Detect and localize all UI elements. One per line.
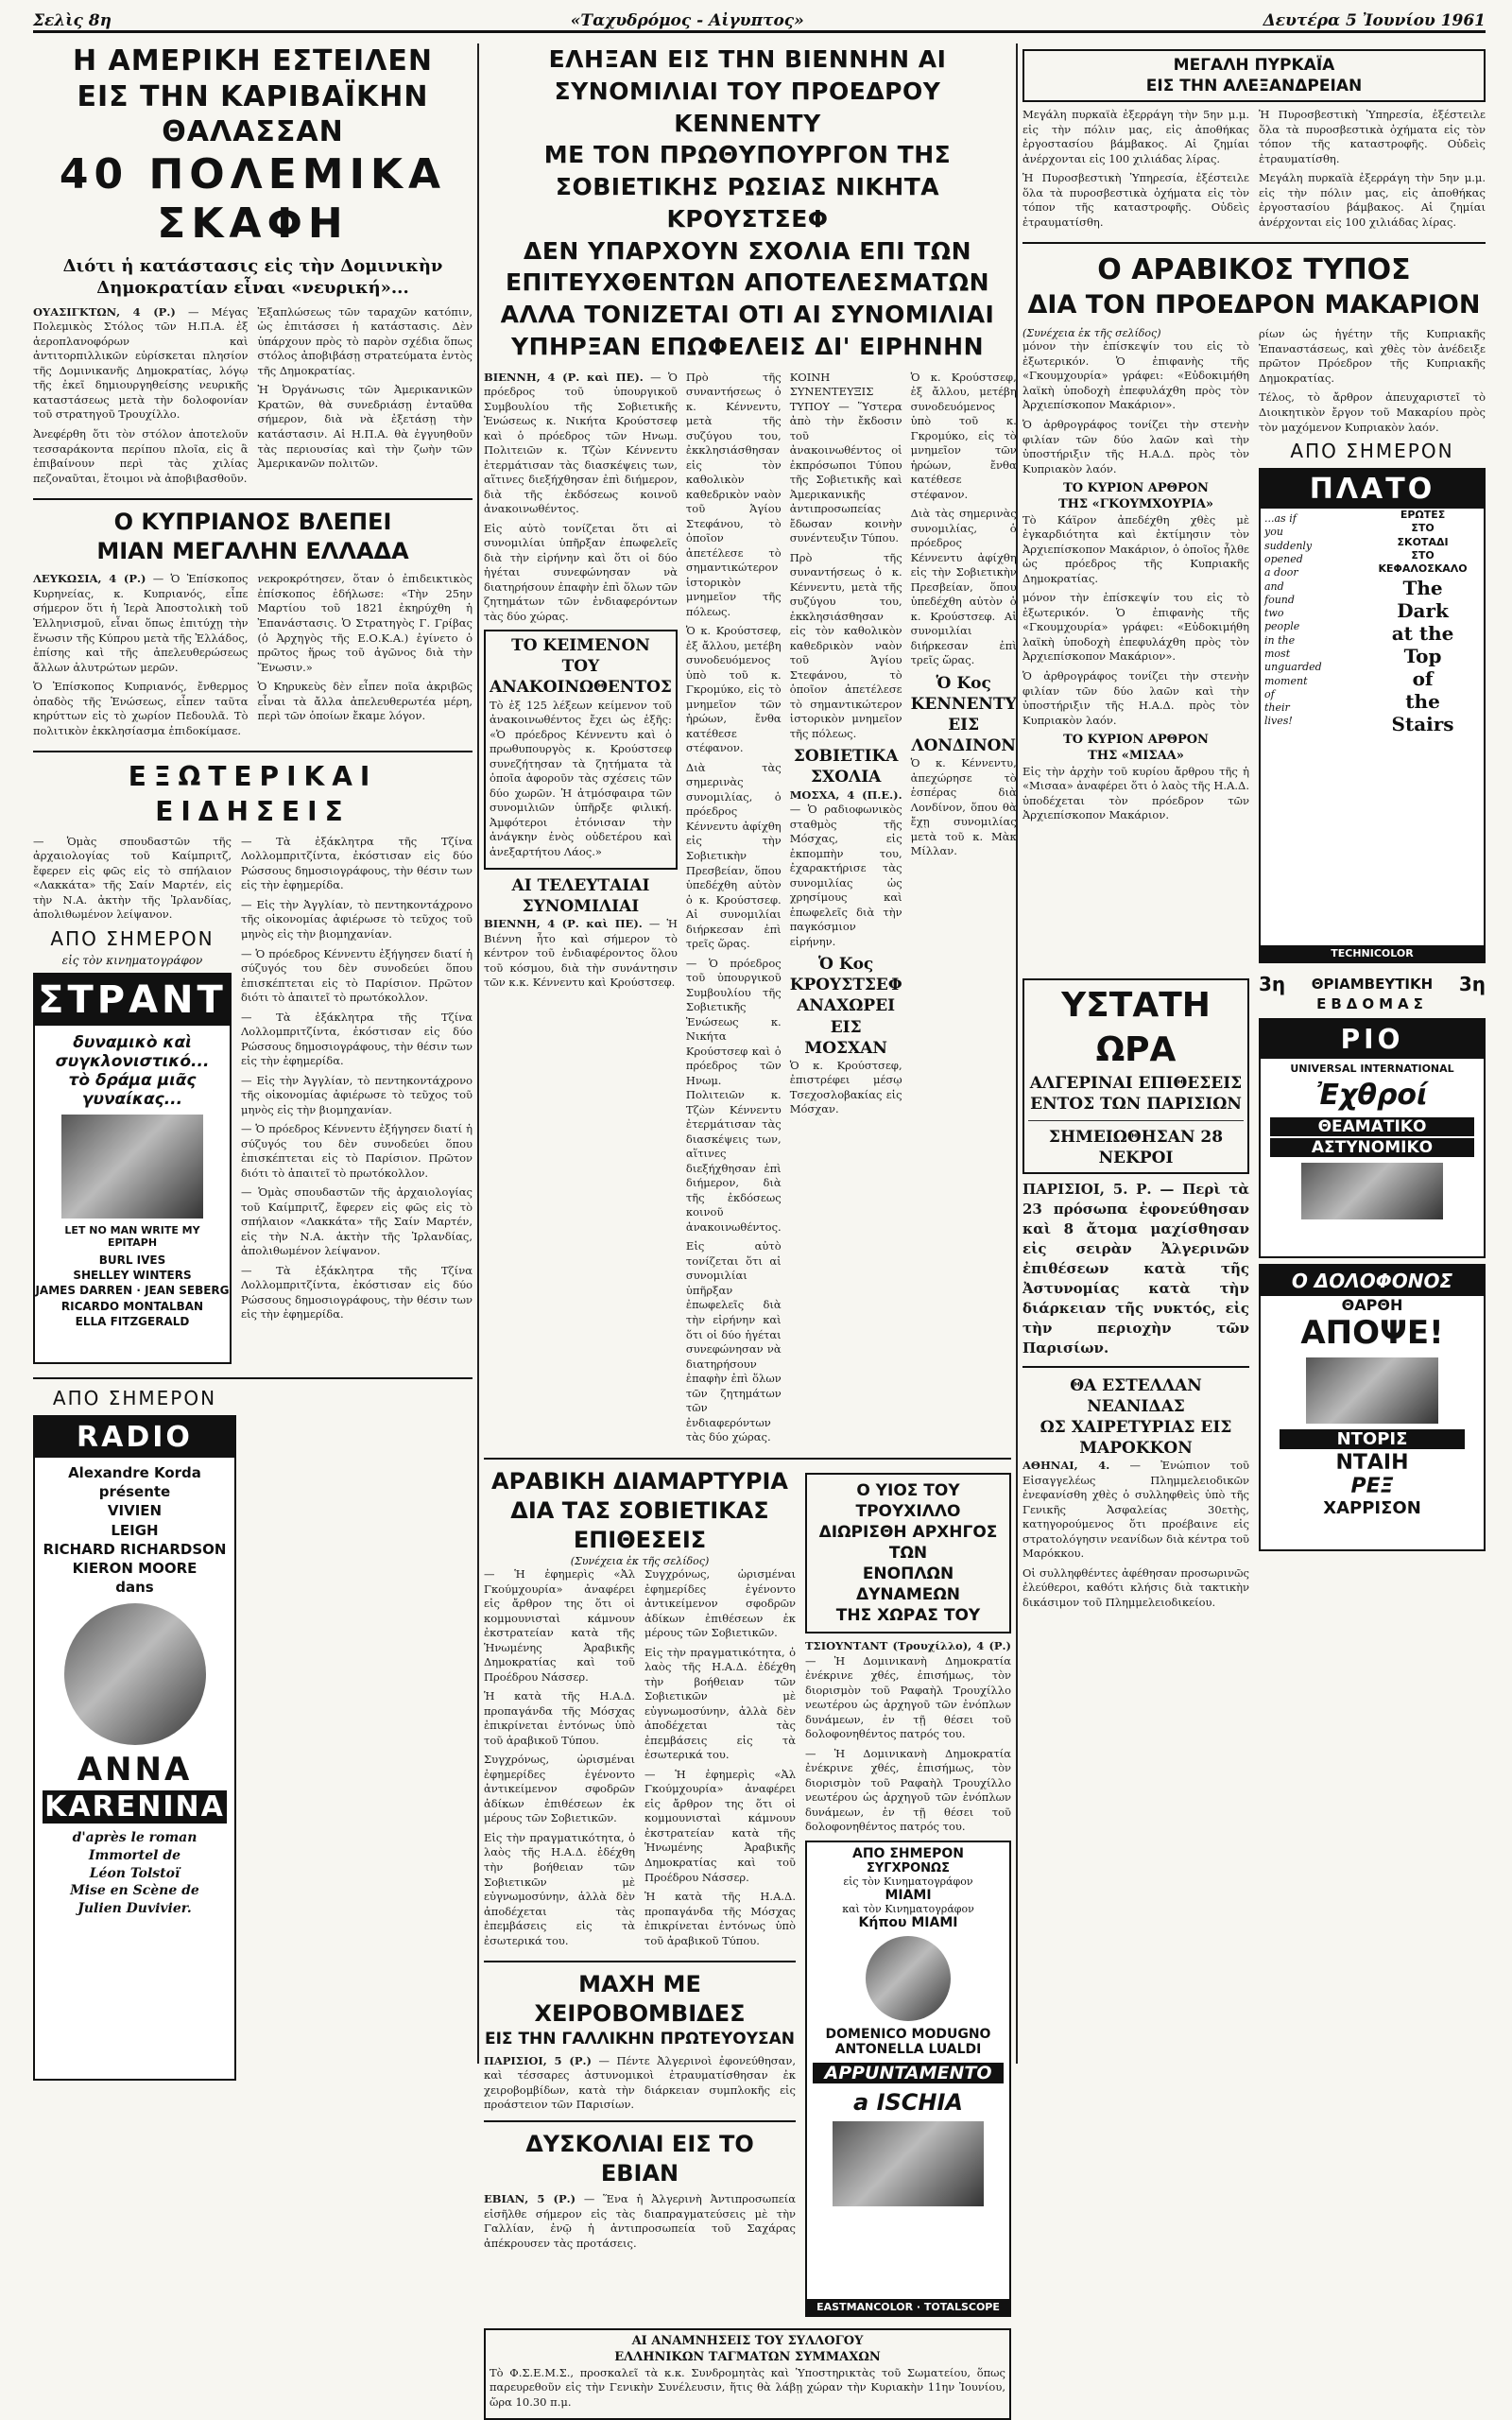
article-text: — Τὰ ἐξάκλητρα τῆς Τζίνα Λολλομπριτζίντα, ἐκόστισαν εἰς δύο Ρώσσους δημοσιογράφους, τὴν θέσιν των εἰς τὴν ἐφημερίδα. [241,1263,472,1322]
week-label: ΕΒΔΟΜΑΣ [1316,995,1428,1013]
subheading: ΕΝΤΟΣ ΤΩΝ ΠΑΡΙΣΙΩΝ [1030,1094,1242,1114]
ad-footer: EASTMANCOLOR · TOTALSCOPE [807,2299,1009,2315]
article-text: — Τὰ ἐξάκλητρα τῆς Τζίνα Λολλομπριτζίντα, ἐκόστισαν εἰς δύο Ρώσσους δημοσιογράφους, τὴν θέσιν των εἰς τὴν ἐφημερίδα. [241,834,472,892]
headline: ΕΙΣ ΤΗΝ ΓΑΛΛΙΚΗΝ ΠΡΩΤΕΥΟΥΣΑΝ [484,2030,796,2049]
dateline: ΠΑΡΙΣΙΟΙ, 5 (Ρ.) [484,2053,592,2067]
cinema-name: ΣΤΡΑΝΤ [35,975,230,1026]
article-text: Εἰς τὴν ἀρχὴν τοῦ κυρίου ἄρθρου τῆς ἡ «Μισαα» ἀναφέρει ὅτι ὁ λαὸς τῆς Η.Α.Δ. ὑποδέχεται τὸν πρόεδρον τῶν Ἀρχιεπίσκοπον Μακάριον. [1022,764,1249,822]
article-text: — Ἡ Δομινικανὴ Δημοκρατία ἐνέκρινε χθές, ἐπισήμως, τὸν διορισμὸν τοῦ Ραφαὴλ Τρουχίλλο νεωτέρου ὡς ἀρχηγοῦ τῶν ἐνόπλων δυνάμεων, ἐν τῇ θέσει τοῦ δολοφονηθέντος πατρός του. [805,1746,1011,1834]
article-arab-press [1022,251,1486,969]
article-text: — Πέντε Ἀλγερινοὶ ἐφονεύθησαν, καὶ τέσσαρες ἀστυνομικοὶ ἐτραυματίσθησαν ἐκ χειροβομβίδων, κατὰ τὴν διάρκειαν συμπλοκῆς εἰς προάστειον τῶν Παρισίων. [484,2053,797,2112]
article-text: Εἰς αὐτὸ τονίζεται ὅτι αἱ συνομιλίαι ὑπῆρξαν ἐπωφελεῖς διὰ τὴν εἰρήνην καὶ ὅτι οἱ δύο ἡγέται συνεφώνησαν νὰ διατηρήσουν ἐπαφὴν ἐπὶ ὅλων τῶν ζητημάτων τῶν ἐνδιαφερόντων τὰς δύο χώρας. [685,1239,782,1444]
divider [33,1377,472,1379]
subheading: ΑΝΑΧΩΡΕΙ ΕΙΣ ΜΟΣΧΑΝ [797,996,896,1058]
article-text: Περὶ τὰ 23 πρόσωπα ἐφονεύθησαν καὶ 8 ἄτομα μαχίσθησαν εἰς σειρὰν Ἀλγερινῶν ἐπιθέσεων κατὰ τῆς Ἀστυνομίας κατὰ τὴν διάρκειαν τῆς νυκτός, εἰς τὴν περιοχὴν τῶν Παρισίων. [1022,1180,1249,1357]
subheading: ΣΗΜΕΙΩΘΗΣΑΝ 28 ΝΕΚΡΟΙ [1048,1127,1224,1167]
communique-box [484,630,678,870]
dateline: ΜΟΣΧΑ, 4 (Π.Ε.). [789,787,902,802]
article-text: — Ὁ πρόεδρος τοῦ ὑπουργικοῦ Συμβουλίου τῆς Σοβιετικῆς Ἑνώσεως κ. Νικήτα Κρούστσεφ καὶ ὁ πρόεδρος τῶν Ηνωμ. Πολιτειῶν κ. Τζὼν Κέννεντυ ἐτερμάτισαν τὰς διασκέψεις των, αἵτινες διεξήχθησαν ἐπὶ διήμερον, διὰ τῆς ἐκδόσεως κοινοῦ ἀνακοινωθέντος. [484,370,678,516]
article-text: Τέλος, τὸ ἄρθρον ἀπευχαριστεῖ τὸ Διοικητικὸν ἔργον τοῦ Μακαρίου πρὸς τὸν μαχόμενον Κυπριακὸν λαόν. [1259,390,1486,434]
article-text: Μεγάλη πυρκαϊὰ ἐξερράγη τὴν 5ην μ.μ. εἰς τὴν πόλιν μας, εἰς ἀποθήκας ἐργοστασίου βάμβακος. Αἱ ζημίαι ἀνέρχονται εἰς 100 χιλιάδας λίρας. [1259,171,1486,229]
article-text: Ἡ κατὰ τῆς Η.Α.Δ. προπαγάνδα τῆς Μόσχας ἐπικρίνεται ἐντόνως ὑπὸ τοῦ ἀραβικοῦ Τύπου. [484,1689,635,1747]
ad-subtitle: ΘΕΑΜΑΤΙΚΟ [1270,1117,1474,1136]
right-column: ΜΕΓΑΛΗ ΠΥΡΚΑΪΑ ΕΙΣ ΤΗΝ ΑΛΕΞΑΝΔΡΕΙΑΝ Μεγάλη πυρκαϊὰ ἐξερράγη τὴν 5ην μ.μ. εἰς τὴν πόλιν μας, εἰς ἀποθήκας ἐργοστασίου βάμβακος. Αἱ ζημίαι ἀνέρχονται εἰς 100 χιλιάδας λίρας. Ἡ Πυροσβεστικὴ Ὑπηρεσία, ἐξέστειλε ὅλα τὰ πυροσβεστικὰ ὀχήματα εἰς τὸν τόπον τῆς καταστροφῆς. Οὐδεὶς ἐτραυματίσθη. Ἡ Πυροσβεστικὴ Ὑπηρεσία, ἐξέστειλε ὅλα τὰ πυροσβεστικὰ ὀχήματα εἰς τὸν τόπον τῆς καταστροφῆς. Οὐδεὶς ἐτραυματίσθη. Μεγάλη πυρκαϊὰ ἐξερράγη τὴν 5ην μ.μ. εἰς τὴν πόλιν μας, εἰς ἀποθήκας ἐργοστασίου βάμβακος. Αἱ ζημίαι ἀνέρχονται εἰς 100 χιλιάδας λίρας. Ο ΑΡΑΒΙΚΟΣ ΤΥΠΟΣ ΔΙΑ ΤΟΝ ΠΡΟΕΔΡΟΝ ΜΑΚΑΡΙΟΝ (Συνέχεια ἐκ τῆς σελίδος) μόνον τὴν ἐπίσκεψίν του εἰς τὸ ἐξωτερικόν. Ὁ ἐπιφανὴς τῆς «Γκουμχουρία» γράφει: «Εὐδοκιμήθη λαϊκὴ ὑποδοχὴ ἐπεφυλάχθη πρὸς τὸν Ἀρχιεπίσκοπον Μακάριον». Ὁ ἀρθρογράφος τονίζει τὴν στενὴν φιλίαν τῶν δύο λαῶν καὶ τὴν ὑποστήριξιν τῆς Η.Α.Δ. πρὸς τὸν Κυπριακὸν λαόν. ΤΟ ΚΥΡΙΟΝ ΑΡΘΡΟΝ ΤΗΣ «ΓΚΟΥΜΧΟΥΡΙΑ» Τὸ Κάϊρον ἀπεδέχθη χθὲς μὲ ἐγκαρδιότητα καὶ ἐκτίμησιν τὸν Ἀρχιεπίσκοπον Μακάριον, ὁ ὁποῖος ἦλθε ὡς πρόεδρος τῆς Κυπριακῆς Δημοκρατίας. μόνον τὴν ἐπίσκεψίν του εἰς τὸ ἐξωτερικόν. Ὁ ἐπιφανὴς τῆς «Γκουμχουρία» γράφει: «Εὐδοκιμήθη λαϊκὴ ὑποδοχὴ ἐπεφυλάχθη πρὸς τὸν Ἀρχιεπίσκοπον Μακάριον». Ὁ ἀρθρογράφος τονίζει τὴν στενὴν φιλίαν τῶν δύο λαῶν καὶ τὴν ὑποστήριξιν τῆς Η.Α.Δ. πρὸς τὸν Κυπριακὸν λαόν. ΤΟ ΚΥΡΙΟΝ ΑΡΘΡΟΝ ΤΗΣ «ΜΙΣΑΑ» Εἰς τὴν ἀρχὴν τοῦ κυρίου ἄρθρου τῆς ἡ «Μισαα» ἀναφέρει ὅτι ὁ λαὸς τῆς Η.Α.Δ. ὑποδέχεται τὸν πρόεδρον τῶν Ἀρχιεπίσκοπον Μακάριον. ρίων ὡς ἡγέτην τῆς Κυπριακῆς Ἐπαναστάσεως, καὶ χθὲς τὸν ἀνέδειξε πρῶτον Πρόεδρον τῆς Κυπριακῆς Δημοκρατίας. Τέλος, τὸ ἄρθρον ἀπευχαριστεῖ τὸ Διοικητικὸν ἔργον τοῦ Μακαρίου πρὸς τὸν μαχόμενον Κυπριακὸν λαόν. ΑΠΟ ΣΗΜΕΡΟΝ ΠΛΑΤΟ ...as if you suddenly opened a door and found two people in the most unguarded moment of their lives! ΕΡΩΤΕΣ ΣΤΟ ΣΚΟΤΑΔΙ ΣΤΟ ΚΕΦΑΛΟΣΚΑΛΟ The Dark at the Top of the Stairs TECHNICOLOR ΥΣΤΑΤΗ ΩΡΑ ΑΛΓΕΡΙΝΑΙ ΕΠΙΘΕΣΕΙΣ ΕΝΤΟΣ ΤΩΝ ΠΑΡΙΣΙΩΝ ΣΗΜΕΙΩΘΗΣΑΝ 28 ΝΕΚΡΟΙ ΠΑΡΙΣΙΟΙ, 5. Ρ. — Περὶ τὰ 23 πρόσωπα ἐφονεύθησαν καὶ 8 ἄτομα μαχίσθησαν εἰς σειρὰν Ἀλγερινῶν ἐπιθέσεων κατὰ τῆς Ἀστυνομίας κατὰ τὴν διάρκειαν τῆς νυκτός, εἰς τὴν περιοχὴν τῶν Παρισίων. ΘΑ ΕΣΤΕΛΛΑΝ ΝΕΑΝΙΔΑΣ ΩΣ ΧΑΙΡΕΤΥΡΙΑΣ ΕΙΣ ΜΑΡΟΚΚΟΝ ΑΘΗΝΑΙ, 4. — Ἐνώπιον τοῦ Εἰσαγγελέως Πλημμελειοδικῶν ἐνεφανίσθη χθὲς ὁ συλληφθεὶς ὑπὸ τῆς Γενικῆς Ἀσφαλείας 30ετὴς, κατηγορούμενος ὅτι προέβαινε εἰς στρατολόγησιν νεανίδων διὰ κέντρα τοῦ Μαρόκκου. Οἱ συλληφθέντες ἀφέθησαν προσωρινῶς ἐλεύθεροι, καθότι κλήσις διὰ τακτικὴν δικάσιμον τοῦ Πλημμελειοδικείου. 3η ΘΡΙΑΜΒΕΥΤΙΚΗ 3η ΕΒΔΟΜΑΣ ΡΙΟ UNIVERSAL INTERNATIONAL Ἐχθροί ΘΕΑΜΑΤΙΚΟ ΑΣΤΥΝΟΜΙΚΟ Ο ΔΟΛΟΦΟΝΟΣ ΘΑΡΘΗ ΑΠΟΨΕ! ΝΤΟΡΙΣ ΝΤΑΙΗ ΡΕΞ ΧΑΡΡΙΣΟΝ [1022,43,1486,2064]
ad-credit-line: Immortel de [88,1847,181,1863]
ad-cast-line: ELLA FITZGERALD [75,1314,190,1328]
article-kyprianos [33,508,472,743]
divider [1022,1366,1249,1368]
ad-tagline: of [1264,687,1275,700]
ad-tagline: γυναίκας... [81,1089,183,1109]
article-text: Ἡ κατὰ τῆς Η.Α.Δ. προπαγάνδα τῆς Μόσχας ἐπικρίνεται ἐντόνως ὑπὸ τοῦ ἀραβικοῦ Τύπου. [644,1890,796,1947]
ad-tagline: ...as if [1264,512,1297,526]
cinema-subheading: εἰς τὸν κινηματογράφον [61,953,203,967]
film-title: Ο ΔΟΛΟΦΟΝΟΣ [1261,1266,1484,1296]
subheading: ΑΙ ΤΕΛΕΥΤΑΙΑΙ ΣΥΝΟΜΙΛΙΑΙ [511,876,650,917]
film-title: of [1412,666,1434,690]
banner-headline: ΕΛΗΞΑΝ ΕΙΣ ΤΗΝ ΒΙΕΝΝΗΝ ΑΙ ΣΥΝΟΜΙΛΙΑΙ ΤΟΥ ΠΡΟΕΔΡΟΥ ΚΕΝΝΕΝΤΥ [548,45,947,137]
article-text: — Τὰ ἐξάκλητρα τῆς Τζίνα Λολλομπριτζίντα, ἐκόστισαν εἰς δύο Ρώσσους δημοσιογράφους, τὴν θέσιν των εἰς τὴν ἐφημερίδα. [241,1010,472,1068]
box-heading: ΤΟ ΚΕΙΜΕΝΟΝ [511,636,650,656]
article-text: Μεγάλη πυρκαϊὰ ἐξερράγη τὴν 5ην μ.μ. εἰς τὴν πόλιν μας, εἰς ἀποθήκας ἐργοστασίου βάμβακος. Αἱ ζημίαι ἀνέρχονται εἰς 100 χιλιάδας λίρας. [1022,108,1249,165]
article-text: — Εἰς τὴν Ἀγγλίαν, τὸ πεντηκοντάχρονο τῆς οἰκονομίας ἀφιέρωσε τὸ τεῦχος τοῦ μηνὸς εἰς τὴν βιομηχανίαν. [241,1073,472,1116]
article-text: ρίων ὡς ἡγέτην τῆς Κυπριακῆς Ἐπαναστάσεως, καὶ χθὲς τὸν ἀνέδειξε πρῶτον Πρόεδρον τῆς Κυπριακῆς Δημοκρατίας. [1259,327,1486,385]
article-text: — Ἡ ἐφημερὶς «Ἀλ Γκούμχουρία» ἀναφέρει εἰς ἄρθρον της ὅτι οἱ κομμουνισταὶ κάμνουν ἐκστρατείαν κατὰ τῆς Ἡνωμένης Ἀραβικῆς Δημοκρατίας καὶ τοῦ Προέδρου Νάσσερ. [484,1567,635,1684]
ad-radio-cinema [33,1415,236,2081]
subheading: ΕΙΣ ΛΟΝΔΙΝΟΝ [911,716,1016,756]
week-number: 3η [1458,973,1486,996]
ad-strand-cinema [33,973,232,1364]
subheading: ΣΟΒΙΕΤΙΚΑ ΣΧΟΛΙΑ [793,747,899,787]
left-column [33,43,472,2064]
subheading: ΤΟ ΚΥΡΙΟΝ ΑΡΘΡΟΝ [1063,481,1209,496]
ad-tagline: people [1264,620,1300,633]
article-text: — Ἡ Δομινικανὴ Δημοκρατία ἐνέκρινε χθές, ἐπισήμως, τὸν διορισμὸν τοῦ Ραφαὴλ Τρουχίλλο νεωτέρου ὡς ἀρχηγοῦ τῶν ἐνόπλων δυνάμεων, ἐν τῇ θέσει τοῦ δολοφονηθέντος πατρός του. [805,1653,1011,1741]
ad-line: VIVIEN [107,1502,163,1520]
ad-line: εἰς τὸν Κινηματογράφον [843,1875,973,1888]
headline: ΕΞΩΤΕΡΙΚΑΙ ΕΙΔΗΣΕΙΣ [128,761,378,827]
ad-tagline: two [1264,607,1284,620]
film-title: Dark [1397,598,1449,622]
headline: ΑΡΑΒΙΚΗ ΔΙΑΜΑΡΤΥΡΙΑ [491,1467,788,1495]
article-text: Τὸ ἐξ 125 λέξεων κείμενον τοῦ ἀνακοινωθέντος ἔχει ὡς ἑξῆς: «Ὁ πρόεδρος Κέννεντυ καὶ ὁ πρωθυπουργὸς κ. Κρούστσεφ συνεζήτησαν τὰ ζητήματα τὰ ὁποῖα ἀφοροῦν τὰς σχέσεις τῶν δύο χωρῶν. Ἡ ἀτμόσφαιρα τῶν συνομιλιῶν ὑπῆρξε φιλική. Ἀμφότεροι ἐτόνισαν τὴν ἀνάγκην ἑνὸς οὐδετέρου καὶ ἀνεξαρτήτου Λάος.» [490,698,672,858]
divider [33,751,472,752]
article-text: μόνον τὴν ἐπίσκεψίν του εἰς τὸ ἐξωτερικόν. Ὁ ἐπιφανὴς τῆς «Γκουμχουρία» γράφει: «Εὐδοκιμήθη λαϊκὴ ὑποδοχὴ ἐπεφυλάχθη πρὸς τὸν Ἀρχιεπίσκοπον Μακάριον». [1022,339,1249,412]
film-title: ΑΠΟΨΕ! [1300,1314,1444,1353]
article-text: — Μέγας Πολεμικὸς Στόλος τῶν Η.Π.Α. ἐξ ἀεροπλανοφόρων καὶ ἀντιτορπιλλικῶν εὑρίσκεται πλησίον τῆς Δομινικανῆς Δημοκρατίας, λόγῳ τῆς ἐκεῖ δημιουργηθείσης νευρικῆς καταστάσεως μετὰ τὴν δολοφονίαν τοῦ στρατηγοῦ Τρουχίλλο. [33,304,249,422]
film-title: ANNA [77,1750,193,1789]
ad-tagline: suddenly [1264,539,1313,552]
column-rule-1 [477,43,479,2064]
divider [484,2120,796,2122]
article-text: — Ἕνα ἡ Ἀλγερινὴ Ἀντιπροσωπεία εἰσῆλθε σήμερον εἰς τὰς διαπραγματεύσεις μὲ τὴν Γαλλίαν, ἐνῷ ἡ ἀντιπροσωπεία τοῦ Σαχάρας ἀπέκρουσεν τὰς προτάσεις. [484,2191,796,2250]
week-label: ΘΡΙΑΜΒΕΥΤΙΚΗ [1311,976,1434,994]
cinema-heading: ΑΠΟ ΣΗΜΕΡΟΝ [52,1386,217,1409]
article-text: — Εἰς τὴν Ἀγγλίαν, τὸ πεντηκοντάχρονο τῆς οἰκονομίας ἀφιέρωσε τὸ τεῦχος τοῦ μηνὸς εἰς τὴν βιομηχανίαν. [241,897,472,941]
banner-headline: ΜΕ ΤΟΝ ΠΡΩΘΥΠΟΥΡΓΟΝ ΤΗΣ ΣΟΒΙΕΤΙΚΗΣ ΡΩΣΙΑΣ ΝΙΚΗΤΑ ΚΡΟΥΣΤΣΕΦ [543,141,952,233]
film-title: at the [1391,621,1454,645]
ad-line: ΣΥΓΧΡΟΝΩΣ [867,1860,950,1876]
headline: Ο ΥΙΟΣ ΤΟΥ ΤΡΟΥΧΙΛΛΟ [855,1480,961,1521]
headline: ΕΝΟΠΛΩΝ ΔΥΝΑΜΕΩΝ [855,1564,961,1605]
ad-cast-line: BURL IVES [98,1253,166,1267]
ad-tagline: δυναμικὸ καὶ [73,1032,192,1052]
continuation-note: (Συνέχεια ἐκ τῆς σελίδος) [1022,327,1161,340]
article-text: Εἰς τὴν πραγματικότητα, ὁ λαὸς τῆς Η.Α.Δ. ἐδέχθη τὴν βοήθειαν τῶν Σοβιετικῶν μὲ εὐγνωμοσύνην, ἀλλὰ δὲν ἀποδέχεται τὰς ἐπεμβάσεις εἰς τὰ ἐσωτερικά του. [644,1645,796,1762]
article-text: Πρὸ τῆς συναντήσεως ὁ κ. Κέννεντυ, μετὰ τῆς συζύγου του, ἐκκλησιάσθησαν εἰς τὸν καθολικὸν καθεδρικὸν ναὸν τοῦ Ἁγίου Στεφάνου, τὸ ὁποῖον ἀπετέλεσε τὸ σημαντικώτερον ἱστορικὸν μνημεῖον τῆς πόλεως. [685,370,782,618]
film-title: KARENINA [43,1790,227,1824]
divider [484,1458,1011,1460]
triumph-week-banner [1259,973,1486,995]
ad-tagline: found [1264,593,1295,606]
article-text: — Ὁ ραδιοφωνικὸς σταθμὸς τῆς Μόσχας, εἰς ἐκπομπὴν του, ἐχαρακτήρισε τὰς συνομιλίας ὡς χρησίμους καὶ ἐπωφελεῖς διὰ τὴν παγκόσμιον εἰρήνην. [789,803,902,948]
article-text: ΚΟΙΝΗ ΣΥΝΕΝΤΕΥΞΙΣ ΤΥΠΟΥ — Ὕστερα ἀπὸ τὴν ἔκδοσιν τοῦ ἀνακοινωθέντος οἱ ἐκπρόσωποι Τύπου τῆς Σοβιετικῆς καὶ Ἀμερικανικῆς ἀντιπροσωπείας ἔδωσαν κοινὴν συνέντευξιν Τύπου. [789,370,902,545]
deck: Διότι ἡ κατάστασις εἰς τὴν Δομινικὴν Δημοκρατίαν εἶναι «νευρική»... [62,256,443,299]
ad-tagline: in the [1264,633,1296,647]
ad-cast-line: SHELLEY WINTERS [73,1269,192,1283]
article-text: Διὰ τὰς σημερινὰς συνομιλίας, ὁ πρόεδρος Κέννεντυ ἀφίχθη εἰς τὴν Σοβιετικὴν Πρεσβείαν, ὅπου ὑπεδέχθη αὐτὸν ὁ κ. Κρούστσεφ. Αἱ συνομιλίαι διήρκεσαν ἐπὶ τρεῖς ὥρας. [685,760,782,951]
article-text: Πρὸ τῆς συναντήσεως ὁ κ. Κέννεντυ, μετὰ τῆς συζύγου του, ἐκκλησιάσθησαν εἰς τὸν καθολικὸν καθεδρικὸν ναὸν τοῦ Ἁγίου Στεφάνου, τὸ ὁποῖον ἀπετέλεσε τὸ σημαντικώτερον ἱστορικὸν μνημεῖον τῆς πόλεως. [789,550,902,740]
article-text: μόνον τὴν ἐπίσκεψίν του εἰς τὸ ἐξωτερικόν. Ὁ ἐπιφανὴς τῆς «Γκουμχουρία» γράφει: «Εὐδοκιμήθη λαϊκὴ ὑποδοχὴ ἐπεφυλάχθη πρὸς τὸν Ἀρχιεπίσκοπον Μακάριον». [1022,591,1249,664]
article-text: Οἱ συλληφθέντες ἀφέθησαν προσωρινῶς ἐλεύθεροι, καθότι κλήσις διὰ τακτικὴν δικάσιμον τοῦ Πλημμελειοδικείου. [1022,1565,1249,1609]
ad-photo [866,1936,951,2021]
cinema-name: RADIO [35,1417,234,1458]
headline: ΜΙΑΝ ΜΕΓΑΛΗΝ ΕΛΛΑΔΑ [96,538,409,565]
box-heading: ΤΟΥ ΑΝΑΚΟΙΝΩΘΕΝΤΟΣ [490,657,672,698]
ad-star: ANTONELLA LUALDI [834,2041,982,2057]
subheading: ΤΗΣ «ΓΚΟΥΜΧΟΥΡΙΑ» [1057,496,1214,511]
ad-greek-title: ΣΚΟΤΑΔΙ [1397,535,1449,548]
banner-headline: ΑΛΛΑ ΤΟΝΙΖΕΤΑΙ ΟΤΙ ΑΙ ΣΥΝΟΜΙΛΙΑΙ ΥΠΗΡΞΑΝ ΕΠΩΦΕΛΕΙΣ ΔΙ' ΕΙΡΗΝΗΝ [500,301,995,360]
film-title: Stairs [1391,712,1454,735]
article-text: — Ὁ Ἐπίσκοπος Κυρηνείας, κ. Κυπριανός, εἶπε σήμερον ὅτι ἡ Ἱερὰ Ἀποστολικὴ τοῦ Ἑλληνισμοῦ, εἶναι ὅπως ἐπιτύχῃ τὴν ἕνωσιν τῆς Κύπρου μετὰ τῆς Ἑλλάδος, ἐπίσης καὶ τῆς ἀπελευθερώσεως ἄλλων ἀλυτρώτων μερῶν. [33,572,249,674]
headline: ΕΙΣ ΤΗΝ ΚΑΡΙΒΑΪΚΗΝ ΘΑΛΑΣΣΑΝ [77,79,429,148]
article-text: — Ὁμὰς σπουδαστῶν τῆς ἀρχαιολογίας τοῦ Καίμπριτζ, ἔφερεν εἰς φῶς εἰς τὸ σπήλαιον «Λακκάτα» τῆς Σαίν Μαρτέν, εἰς τὴν Ν.Α. ἀκτὴν τῆς Ἰρλανδίας, ἀπολιθωμένον λείψανον. [33,834,232,922]
dateline: ΒΙΕΝΝΗ, 4 (Ρ. καὶ ΠΕ). [484,370,644,384]
film-title: a ISCHIA [853,2088,963,2116]
headline: ΘΑ ΕΣΤΕΛΛΑΝ ΝΕΑΝΙΔΑΣ [1070,1375,1202,1417]
cinema-name: ΡΙΟ [1261,1020,1484,1059]
article-arab-protest [484,1467,796,2323]
ad-star: ΡΕΞ [1350,1475,1394,1499]
headline: ΕΛΛΗΝΙΚΩΝ ΤΑΓΜΑΤΩΝ ΣΥΜΜΑΧΩΝ [614,2349,881,2364]
article-text: Συγχρόνως, ὡρισμέναι ἐφημερίδες ἐγένοντο ἀντικείμενον σφοδρῶν ἀδίκων ἐπιθέσεων ἐκ μέρους τῶν Σοβιετικῶν. [484,1753,635,1825]
headline: Ο ΑΡΑΒΙΚΟΣ ΤΥΠΟΣ [1097,253,1411,287]
article-text: — Ἡ ἐφημερὶς «Ἀλ Γκούμχουρία» ἀναφέρει εἰς ἄρθρον της ὅτι οἱ κομμουνισταὶ κάμνουν ἐκστρατείαν κατὰ τῆς Ἡνωμένης Ἀραβικῆς Δημοκρατίας καὶ τοῦ Προέδρου Νάσσερ. [644,1767,796,1884]
ad-greek-title: ΚΕΦΑΛΟΣΚΑΛΟ [1378,562,1468,576]
subheading: ΤΟ ΚΥΡΙΟΝ ΑΡΘΡΟΝ [1063,733,1209,748]
article-text: — Ὁ πρόεδρος τοῦ ὑπουργικοῦ Συμβουλίου τῆς Σοβιετικῆς Ἑνώσεως κ. Νικήτα Κρούστσεφ καὶ ὁ πρόεδρος τῶν Ηνωμ. Πολιτειῶν κ. Τζὼν Κέννεντυ ἐτερμάτισαν τὰς διασκέψεις των, αἵτινες διεξήχθησαν ἐπὶ διήμερον, διὰ τῆς ἐκδόσεως κοινοῦ ἀνακοινωθέντος. [685,956,782,1234]
ad-star: DOMENICO MODUGNO [825,2026,991,2042]
ad-credit-line: d'après le roman [72,1829,198,1845]
headline: ΜΕΓΑΛΗ ΠΥΡΚΑΪΑ [1173,56,1335,75]
ad-tagline: συγκλονιστικό... [55,1051,210,1071]
article-text: Ὁ κ. Κέννεντυ, ἀπεχώρησε τὸ ἑσπέρας διὰ Λονδίνον, ὅπου θὰ ἔχῃ συνομιλίας μετὰ τοῦ κ. Μὰκ Μίλλαν. [910,756,1017,858]
ad-greek-title: ΣΤΟ [1411,548,1435,562]
ad-tagline: and [1264,579,1284,593]
issue-date: Δευτέρα 5 Ἰουνίου 1961 [1263,11,1486,30]
ad-credit-line: Julien Duvivier. [77,1901,192,1917]
ad-line: ΜΙΑΜΙ [885,1887,932,1903]
article-foreign-news [33,760,472,1370]
headline: ΔΙΑ ΤΟΝ ΠΡΟΕΔΡΟΝ ΜΑΚΑΡΙΟΝ [1027,290,1481,320]
article-vienna-summit [484,43,1017,1450]
center-column [484,43,1017,2409]
article-text: Τὸ Φ.Σ.Ε.Μ.Σ., προσκαλεῖ τὰ κ.κ. Συνδρομητὰς καὶ Ὑποστηρικτὰς τοῦ Σωματείου, ὅπως παρευρεθοῦν εἰς τὴν Γενικὴν Συνέλευσιν, ἥτις θὰ λάβῃ χώραν τὴν Κυριακὴν 11ην Ἰουνίου, ὥρα 10.30 π.μ. [490,2365,1005,2409]
headline: ΔΙΑ ΤΑΣ ΣΟΒΙΕΤΙΚΑΣ ΕΠΙΘΕΣΕΙΣ [510,1496,769,1553]
ad-tagline: most [1264,647,1291,660]
ad-star: ΝΤΟΡΙΣ [1280,1429,1465,1449]
article-text: — Ἡ Βιέννη ἦτο καὶ σήμερον τὸ κέντρον τοῦ ἐνδιαφέροντος ὅλου τοῦ κόσμου, διὰ τὴν συνάντησιν τῶν κ.κ. Κέννεντυ καὶ Κρούστσεφ. [484,917,678,990]
film-title: the [1405,689,1440,713]
ad-line: RICHARD RICHARDSON [43,1540,227,1558]
headline: ΕΙΣ ΤΗΝ ΑΛΕΞΑΝΔΡΕΙΑΝ [1145,77,1363,96]
headline: ΥΣΤΑΤΗ ΩΡΑ [1061,986,1211,1069]
cinema-heading: ΑΠΟ ΣΗΜΕΡΟΝ [50,926,215,950]
article-text: Εἰς αὐτὸ τονίζεται ὅτι αἱ συνομιλίαι ὑπῆρξαν ἐπωφελεῖς διὰ τὴν εἰρήνην καὶ ὅτι οἱ δύο ἡγέται συνεφώνησαν νὰ διατηρήσουν ἐπαφὴν ἐπὶ ὅλων τῶν ζητημάτων τῶν ἐνδιαφερόντων τὰς δύο χώρας. [484,521,678,623]
ad-line: présente [98,1483,171,1501]
dateline: ΛΕΥΚΩΣΙΑ, 4 (Ρ.) [33,572,146,586]
ad-tagline: τὸ δράμα μιᾶς [68,1070,197,1090]
ad-greek-title: ΣΤΟ [1411,522,1435,535]
divider [484,1961,796,1962]
masthead: «Ταχυδρόμος - Αἰγυπτος» [570,11,804,30]
article-text: Ὁ κ. Κρούστσεφ, ἐπιστρέφει μέσῳ Τσεχοσλοβακίας εἰς Μόσχαν. [789,1058,902,1116]
continuation-note: (Συνέχεια ἐκ τῆς σελίδος) [570,1555,710,1568]
headline: ΔΙΩΡΙΣΘΗ ΑΡΧΗΓΟΣ ΤΩΝ [818,1522,998,1563]
ad-line: καὶ τὸν Κινηματογράφον [842,1902,974,1915]
ad-ntair-film [1259,1264,1486,1551]
article-text: Ἡ Πυροσβεστικὴ Ὑπηρεσία, ἐξέστειλε ὅλα τὰ πυροσβεστικὰ ὀχήματα εἰς τὸν τόπον τῆς καταστροφῆς. Οὐδεὶς ἐτραυματίσθη. [1259,108,1486,165]
page-header [33,6,1486,33]
headline: ΤΗΣ ΧΩΡΑΣ ΤΟΥ [835,1606,981,1626]
article-text: — Ὁ πρόεδρος Κέννεντυ ἐξήγησεν διατί ἡ σύζυγός του δὲν συνοδεύει ὅπου ἐπισκέπτεται εἰς τὸ Παρίσιον. Πρῶτον διότι τὸ ἀπαιτεῖ τὸ πρωτόκολλον. [241,1122,472,1180]
article-text: Ὁ ἀρθρογράφος τονίζει τὴν στενὴν φιλίαν τῶν δύο λαῶν καὶ τὴν ὑποστήριξιν τῆς Η.Α.Δ. πρὸς τὸν Κυπριακὸν λαόν. [1022,668,1249,727]
headline: ΜΑΧΗ ΜΕ ΧΕΙΡΟΒΟΜΒΙΔΕΣ [534,1971,746,2028]
ad-line: ΑΠΟ ΣΗΜΕΡΟΝ [852,1845,964,1861]
ad-photo [1306,1357,1438,1424]
ad-subtitle: ΑΣΤΥΝΟΜΙΚΟ [1270,1138,1474,1157]
subheading: Ὁ Κος ΚΕΝΝΕΝΤΥ [910,673,1017,714]
article-text: Ὁ κ. Κρούστσεφ, ἐξ ἄλλου, μετέβη συνοδευόμενος ὑπὸ τοῦ κ. Γκρομύκο, εἰς τὸ μνημεῖον τῶν ἡρώων, ἔνθα κατέθεσε στέφανον. [910,370,1017,501]
dateline: ΑΘΗΝΑΙ, 4. [1022,1459,1110,1473]
ad-cast-line: RICARDO MONTALBAN [60,1299,204,1313]
ad-line: Κήπου ΜΙΑΜΙ [858,1914,958,1930]
ad-line: dans [115,1579,154,1597]
film-title: Ἐχθροί [1316,1079,1428,1113]
ad-tagline: opened [1264,552,1303,565]
headline: ΑΙ ΑΝΑΜΝΗΣΕΙΣ ΤΟΥ ΣΥΛΛΟΓΟΥ [631,2333,864,2348]
article-text: — Ἐνώπιον τοῦ Εἰσαγγελέως Πλημμελειοδικῶν ἐνεφανίσθη χθὲς ὁ συλληφθεὶς ὑπὸ τῆς Γενικῆς Ἀσφαλείας 30ετὴς, κατηγορούμενος ὅτι προέβαινε εἰς στρατολόγησιν νεανίδων διὰ κέντρα τοῦ Μαρόκκου. [1022,1459,1250,1561]
article-text: Ὁ ἀρθρογράφος τονίζει τὴν στενὴν φιλίαν τῶν δύο λαῶν καὶ τὴν ὑποστήριξιν τῆς Η.Α.Δ. πρὸς τὸν Κυπριακὸν λαόν. [1022,417,1249,475]
subheading: Ὁ Κος ΚΡΟΥΣΤΣΕΦ [789,955,902,995]
ad-cast-line: JAMES DARREN · JEAN SEBERG [35,1284,230,1298]
ad-footer: TECHNICOLOR [1261,945,1484,961]
page-number: Σελὶς 8η [33,11,112,30]
dateline: ΕΒΙΑΝ, 5 (Ρ.) [484,2191,576,2205]
article-text: Ὁ κ. Κρούστσεφ, ἐξ ἄλλου, μετέβη συνοδευόμενος ὑπὸ τοῦ κ. Γκρομύκο, εἰς τὸ μνημεῖον τῶν ἡρώων, ἔνθα κατέθεσε στέφανον. [685,624,782,755]
film-title: Top [1403,644,1442,667]
studio-name: UNIVERSAL INTERNATIONAL [1290,1063,1454,1076]
headline: ΔΥΣΚΟΛΙΑΙ ΕΙΣ ΤΟ ΕΒΙΑΝ [525,2130,754,2187]
ad-tagline: unguarded [1264,661,1322,674]
headline: Ο ΚΥΠΡΙΑΝΟΣ ΒΛΕΠΕΙ [113,509,392,536]
ad-greek-title: ΕΡΩΤΕΣ [1400,509,1446,522]
article-fire [1022,49,1486,234]
article-text: Ὁ Κηρυκεὺς δὲν εἶπεν ποῖα ἀκριβῶς εἶναι τὰ ἄλλα ἀπελευθερωτέα μέρη, περὶ τῶν ὁποίων ἔκαμε λόγον. [257,680,472,723]
divider [33,498,472,500]
dateline: ΒΙΕΝΝΗ, 4 (Ρ. καὶ ΠΕ). [484,917,643,931]
article-text: Ἀνεφέρθη ὅτι τὸν στόλον ἀποτελοῦν τεσσαράκοντα περίπου πλοῖα, εἰς ἃ ἐπιβαίνουν περὶ τὰς χιλίας πεζοναῦται, ἕτοιμοι νὰ ἀποβιβασθοῦν. [33,427,249,485]
article-text: Τὸ Κάϊρον ἀπεδέχθη χθὲς μὲ ἐγκαρδιότητα καὶ ἐκτίμησιν τὸν Ἀρχιεπίσκοπον Μακάριον, ὁ ὁποῖος ἦλθε ὡς πρόεδρος τῆς Κυπριακῆς Δημοκρατίας. [1022,512,1249,585]
ad-photo [64,1603,206,1745]
subheading: ΑΛΓΕΡΙΝΑΙ ΕΠΙΘΕΣΕΙΣ [1029,1073,1243,1093]
article-text: νεκροκρότησεν, ὅταν ὁ ἐπιδεικτικὸς ἐπίσκοπος ἐδήλωσε: «Τὴν 25ην Μαρτίου τοῦ 1821 ἐκηρύχθη ἡ Ἐπανάστασις. Ὁ Στρατηγὸς Γ. Γρίβας (ὁ Ἀρχηγὸς τῆς Ε.Ο.Κ.Α.) ἐγίνετο ὁ πρῶτος ἥρως τοῦ ἀγῶνος διὰ τὴν Ἕνωσιν.» [257,572,472,674]
article-text: — Ὁ πρόεδρος Κέννεντυ ἐξήγησεν διατί ἡ σύζυγός του δὲν συνοδεύει ὅπου ἐπισκέπτεται εἰς τὸ Παρίσιον. Πρῶτον διότι τὸ ἀπαιτεῖ τὸ πρωτόκολλον. [241,946,472,1005]
divider [1028,1120,1244,1121]
subheading: ΤΗΣ «ΜΙΣΑΑ» [1088,748,1184,763]
film-title: The [1402,576,1443,599]
week-number: 3η [1259,973,1286,996]
article-text: Εἰς τὴν πραγματικότητα, ὁ λαὸς τῆς Η.Α.Δ. ἐδέχθη τὴν βοήθειαν τῶν Σοβιετικῶν μὲ εὐγνωμοσύνην, ἀλλὰ δὲν ἀποδέχεται τὰς ἐπεμβάσεις εἰς τὰ ἐσωτερικά του. [484,1830,635,1947]
ad-line: KIERON MOORE [72,1560,198,1578]
headline: ΩΣ ΧΑΙΡΕΤΥΡΙΑΣ ΕΙΣ ΜΑΡΟΚΚΟΝ [1040,1418,1232,1459]
cinema-heading: ΑΠΟ ΣΗΜΕΡΟΝ [1290,440,1454,463]
article-text: Ἡ Πυροσβεστικὴ Ὑπηρεσία, ἐξέστειλε ὅλα τὰ πυροσβεστικὰ ὀχήματα εἰς τὸν τόπον τῆς καταστροφῆς. Οὐδεὶς ἐτραυματίσθη. [1022,171,1249,229]
headline: 40 ΠΟΛΕΜΙΚΑ ΣΚΑΦΗ [59,149,447,249]
latest-news-box [1022,978,1249,1174]
ad-tagline: you [1264,526,1283,539]
ad-miami-cinema [805,1841,1011,2317]
article-text: Ἡ Ὀργάνωσις τῶν Ἀμερικανικῶν Κρατῶν, θὰ συνεδριάσῃ ἐνταῦθα σήμερον, διὰ νὰ ἐξετάσῃ τὴν κατάστασιν. Αἱ Η.Π.Α. θὰ ἐγγυηθοῦν τὰς περιουσίας καὶ τὴν ζωὴν τῶν Ἀμερικανῶν πολιτῶν. [257,383,472,471]
cinema-name: ΠΛΑΤΟ [1261,470,1484,509]
ad-credit-line: Mise en Scène de [70,1883,199,1899]
ad-tagline: moment [1264,674,1308,687]
ad-credit-line: Léon Tolstoï [89,1865,180,1881]
article-trujillo [805,1467,1011,2323]
article-america-fleet [33,43,472,491]
ad-photo [61,1115,203,1219]
ad-line: LEIGH [111,1521,159,1539]
ad-tagline: lives! [1264,715,1293,728]
film-title: LET NO MAN WRITE MY EPITAPH [64,1223,200,1249]
film-title: APPUNTAMENTO [813,2063,1004,2083]
ad-tagline: a door [1264,566,1298,579]
article-text: Διὰ τὰς σημερινὰς συνομιλίας, ὁ πρόεδρος Κέννεντυ ἀφίχθη εἰς τὴν Σοβιετικὴν Πρεσβείαν, ὅπου ὑπεδέχθη αὐτὸν ὁ κ. Κρούστσεφ. Αἱ συνομιλίαι διήρκεσαν ἐπὶ τρεῖς ὥρας. [910,507,1017,667]
ad-photo [1301,1163,1443,1219]
article-text: Συγχρόνως, ὡρισμέναι ἐφημερίδες ἐγένοντο ἀντικείμενον σφοδρῶν ἀδίκων ἐπιθέσεων ἐκ μέρους τῶν Σοβιετικῶν. [644,1567,796,1640]
dateline: ΠΑΡΙΣΙΟΙ, 5. Ρ. [1022,1180,1152,1198]
dateline: ΤΣΙΟΥΝΤΑΝΤ (Τρουχίλλο), 4 (Ρ.) [805,1639,1011,1653]
banner-headline: ΔΕΝ ΥΠΑΡΧΟΥΝ ΣΧΟΛΙΑ ΕΠΙ ΤΩΝ ΕΠΙΤΕΥΧΘΕΝΤΩΝ ΑΠΟΤΕΛΕΣΜΑΤΩΝ [505,236,990,297]
ad-photo [833,2121,984,2206]
ad-tagline: their [1264,701,1290,715]
divider [1022,242,1486,244]
ad-star: ΧΑΡΡΙΣΟΝ [1323,1498,1421,1519]
film-title: ΘΑΡΘΗ [1341,1296,1403,1315]
ad-star: ΝΤΑΙΗ [1335,1451,1409,1476]
headline: Η ΑΜΕΡΙΚΗ ΕΣΤΕΙΛΕΝ [73,44,433,78]
ad-line: Alexandre Korda [68,1463,201,1481]
article-text: Ἐξαπλώσεως τῶν ταραχῶν κατόπιν, ὡς ἐπιτάσσει ἡ κατάστασις. Δὲν ὑπάρχουν πρὸς τὸ παρὸν σχέδια ὅπως στόλος ἀποβιβάσῃ στρατεύματα ἐντὸς τῆς Δημοκρατίας. [257,304,472,377]
article-students [484,2328,1011,2420]
article-text: — Ὁμὰς σπουδαστῶν τῆς ἀρχαιολογίας τοῦ Καίμπριτζ, ἔφερεν εἰς φῶς εἰς τὸ σπήλαιον «Λακκάτα» τῆς Σαίν Μαρτέν, εἰς τὴν Ν.Α. ἀκτὴν τῆς Ἰρλανδίας, ἀπολιθωμένον λείψανον. [241,1185,472,1258]
dateline: ΟΥΑΣΙΓΚΤΩΝ, 4 (Ρ.) [33,304,176,319]
article-text: Ὁ Ἐπίσκοπος Κυπριανός, ἔνθερμος ὀπαδὸς τῆς Ἑνώσεως, εἶπεν ταῦτα κηρύττων εἰς τὸ χωρίον Πεδουλᾶ. Τὸ πολιτικὸν ἐκκλησίασμα ἐπιδοκίμασε. [33,680,249,737]
ad-plato-cinema [1259,468,1486,963]
ad-rio-cinema [1259,1018,1486,1258]
